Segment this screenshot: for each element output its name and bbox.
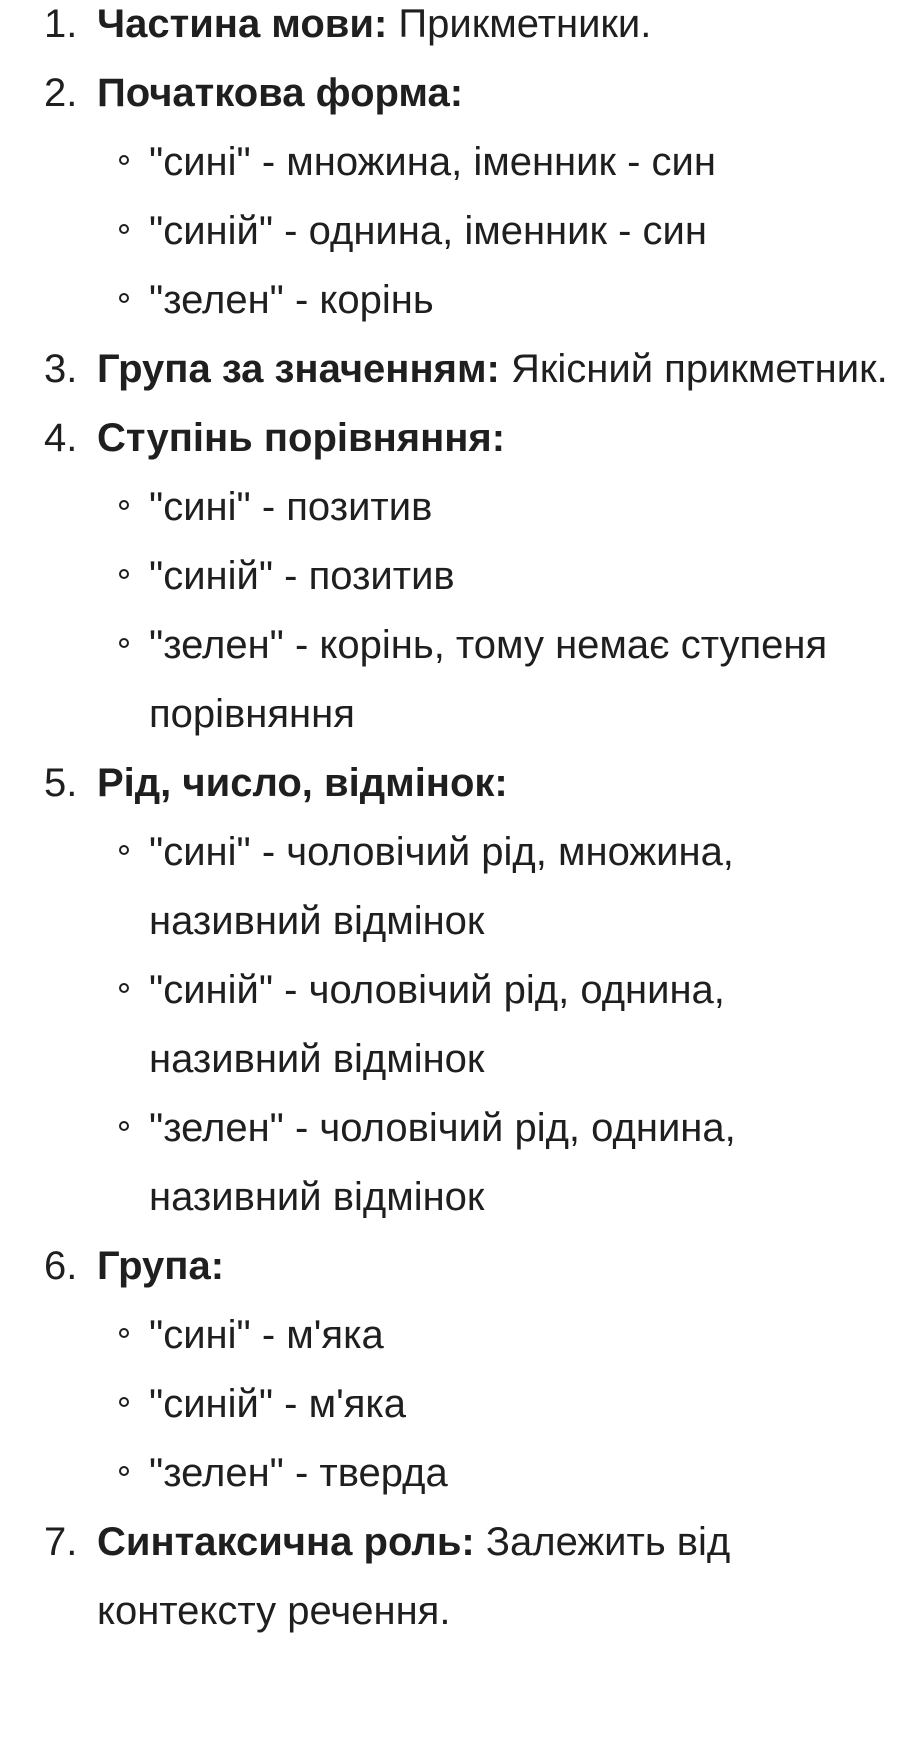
circle-bullet-icon [119, 293, 129, 303]
circle-bullet-icon [119, 224, 129, 234]
circle-bullet-icon [119, 569, 129, 579]
sub-list-item [149, 818, 894, 956]
sub-list [97, 473, 894, 749]
sub-item-text: "синій" - однина, іменник - син [149, 209, 707, 253]
numbered-list [44, 0, 894, 1646]
sub-item-text: "зелен" - чоловічий рід, однина, називний відмінок [149, 1106, 736, 1219]
sub-item-text: "сині" - чоловічий рід, множина, називний відмінок [149, 830, 734, 943]
sub-item-text: "синій" - чоловічий рід, однина, називний відмінок [149, 968, 725, 1081]
item-number: 7. [44, 1520, 78, 1564]
sub-list-item [149, 611, 894, 749]
sub-list [97, 1301, 894, 1508]
item-label: Ступінь порівняння: [97, 416, 506, 460]
circle-bullet-icon [119, 638, 129, 648]
list-item-gender-number-case [44, 749, 894, 1232]
circle-bullet-icon [119, 500, 129, 510]
item-label: Група за значенням: [97, 347, 500, 391]
sub-list [97, 818, 894, 1232]
item-value: Залежить від контексту речення. [97, 1520, 731, 1633]
sub-item-text: "зелен" - тверда [149, 1451, 448, 1495]
sub-list-item [149, 542, 894, 611]
item-label: Початкова форма: [97, 71, 464, 115]
sub-list-item [149, 473, 894, 542]
circle-bullet-icon [119, 1328, 129, 1338]
sub-list-item [149, 266, 894, 335]
sub-item-text: "зелен" - корінь [149, 278, 434, 322]
item-number: 6. [44, 1244, 78, 1288]
item-label: Рід, число, відмінок: [97, 761, 508, 805]
item-label: Частина мови: [97, 2, 388, 46]
sub-list-item [149, 956, 894, 1094]
sub-item-text: "синій" - м'яка [149, 1382, 407, 1426]
item-label: Група: [97, 1244, 225, 1288]
circle-bullet-icon [119, 983, 129, 993]
sub-list-item [149, 128, 894, 197]
sub-list-item [149, 197, 894, 266]
list-item-syntactic-role [44, 1508, 894, 1646]
item-number: 3. [44, 347, 78, 391]
circle-bullet-icon [119, 1121, 129, 1131]
sub-list-item [149, 1301, 894, 1370]
sub-list-item [149, 1439, 894, 1508]
sub-list [97, 128, 894, 335]
sub-item-text: "сині" - м'яка [149, 1313, 384, 1357]
list-item-meaning-group [44, 335, 894, 404]
circle-bullet-icon [119, 155, 129, 165]
list-item-group [44, 1232, 894, 1508]
item-number: 5. [44, 761, 78, 805]
circle-bullet-icon [119, 845, 129, 855]
item-number: 4. [44, 416, 78, 460]
sub-list-item [149, 1094, 894, 1232]
sub-item-text: "сині" - множина, іменник - син [149, 140, 716, 184]
circle-bullet-icon [119, 1397, 129, 1407]
list-item-initial-form [44, 59, 894, 335]
list-item-part-of-speech [44, 0, 894, 59]
sub-item-text: "сині" - позитив [149, 485, 433, 529]
item-value: Прикметники. [398, 2, 652, 46]
item-number: 1. [44, 2, 78, 46]
item-label: Синтаксична роль: [97, 1520, 475, 1564]
item-number: 2. [44, 71, 78, 115]
sub-item-text: "зелен" - корінь, тому немає ступеня порівняння [149, 623, 828, 736]
sub-list-item [149, 1370, 894, 1439]
circle-bullet-icon [119, 1466, 129, 1476]
list-item-comparison-degree [44, 404, 894, 749]
item-value: Якісний прикметник. [511, 347, 888, 391]
sub-item-text: "синій" - позитив [149, 554, 455, 598]
